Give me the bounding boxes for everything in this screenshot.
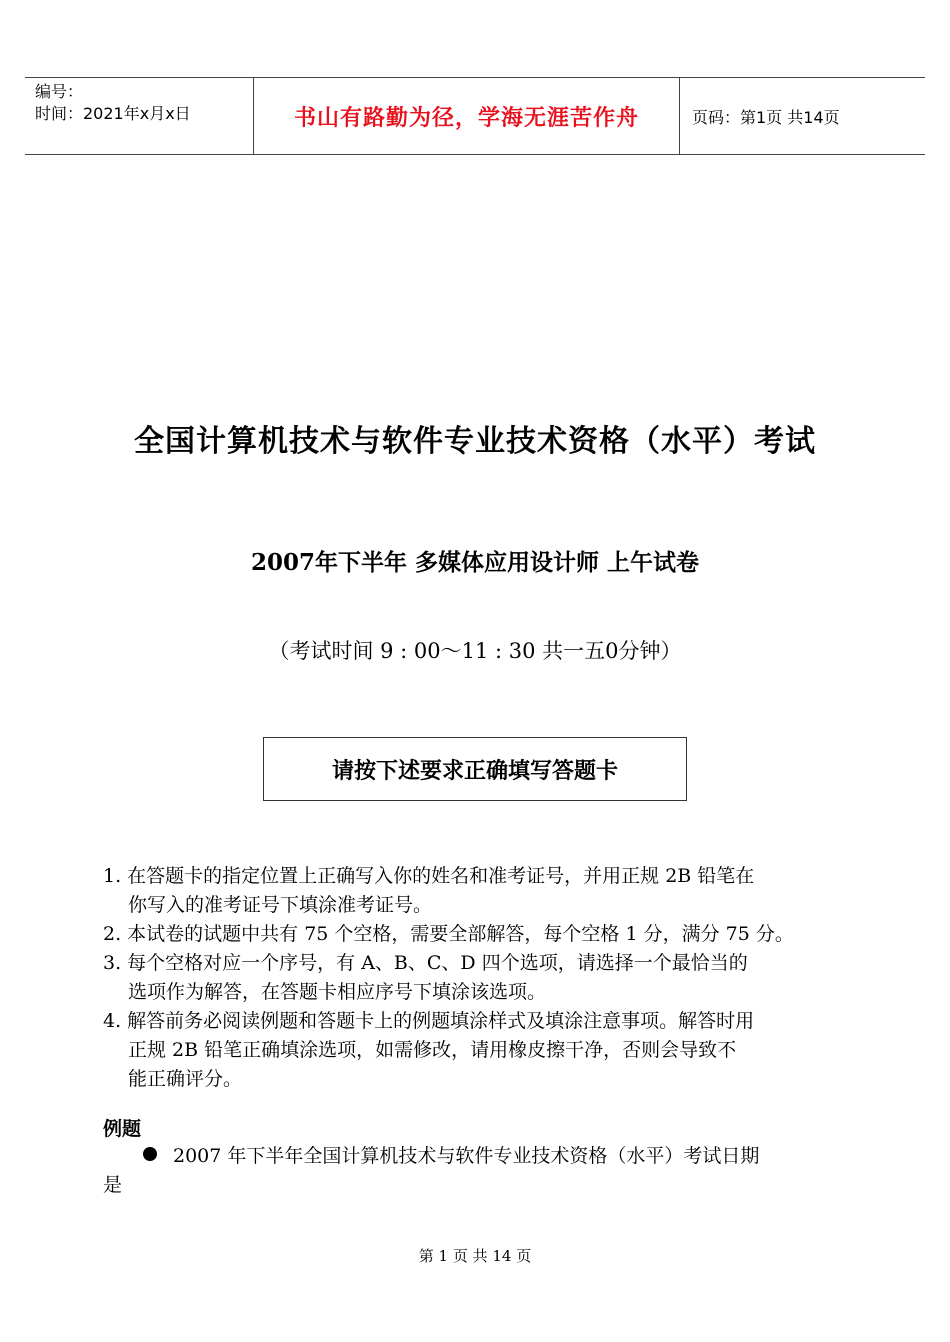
example-question	[103, 1142, 863, 1200]
time-label: 时间：2021年x月x日	[35, 104, 191, 123]
instruction-3-line-1: 3. 每个空格对应一个序号，有 A、B、C、D 四个选项，请选择一个最恰当的	[103, 952, 748, 974]
example-question-line-1: 2007 年下半年全国计算机技术与软件专业技术资格（水平）考试日期	[173, 1145, 760, 1167]
header-page-cell	[680, 78, 925, 154]
instruction-1-line-2: 你写入的准考证号下填涂准考证号。	[128, 894, 433, 916]
instruction-3-line-2: 选项作为解答，在答题卡相应序号下填涂该选项。	[128, 981, 547, 1003]
instruction-1-line-1: 1. 在答题卡的指定位置上正确写入你的姓名和准考证号，并用正规 2B 铅笔在	[103, 865, 755, 887]
instruction-4-line-2: 正规 2B 铅笔正确填涂选项，如需修改，请用橡皮擦干净，否则会导致不	[128, 1039, 737, 1061]
instruction-4-line-3: 能正确评分。	[128, 1068, 243, 1090]
document-title: 全国计算机技术与软件专业技术资格（水平）考试	[134, 424, 816, 459]
answer-card-notice	[263, 737, 687, 801]
header-motto: 书山有路勤为径，学海无涯苦作舟	[293, 104, 639, 131]
page-footer: 第 1 页 共 14 页	[418, 1247, 532, 1265]
header-motto-cell	[254, 78, 680, 154]
bullet-icon	[143, 1147, 157, 1161]
instruction-4-line-1: 4. 解答前务必阅读例题和答题卡上的例题填涂样式及填涂注意事项。解答时用	[103, 1010, 755, 1032]
example-question-line-2: 是	[103, 1174, 123, 1196]
page-header	[25, 77, 925, 155]
header-page-info: 页码：第1页 共14页	[692, 107, 840, 127]
instruction-2-line-1: 2. 本试卷的试题中共有 75 个空格，需要全部解答，每个空格 1 分，满分 75 分。	[103, 923, 794, 945]
code-label: 编号：	[35, 82, 84, 101]
answer-card-notice-text: 请按下述要求正确填写答题卡	[331, 757, 618, 784]
example-heading: 例题	[103, 1118, 142, 1140]
document-subtitle: 2007年下半年 多媒体应用设计师 上午试卷	[250, 549, 700, 576]
header-meta	[25, 78, 254, 154]
exam-time: （考试时间 9 : 00～11 : 30 共一五0分钟）	[268, 639, 682, 663]
instructions-list	[103, 862, 863, 1094]
